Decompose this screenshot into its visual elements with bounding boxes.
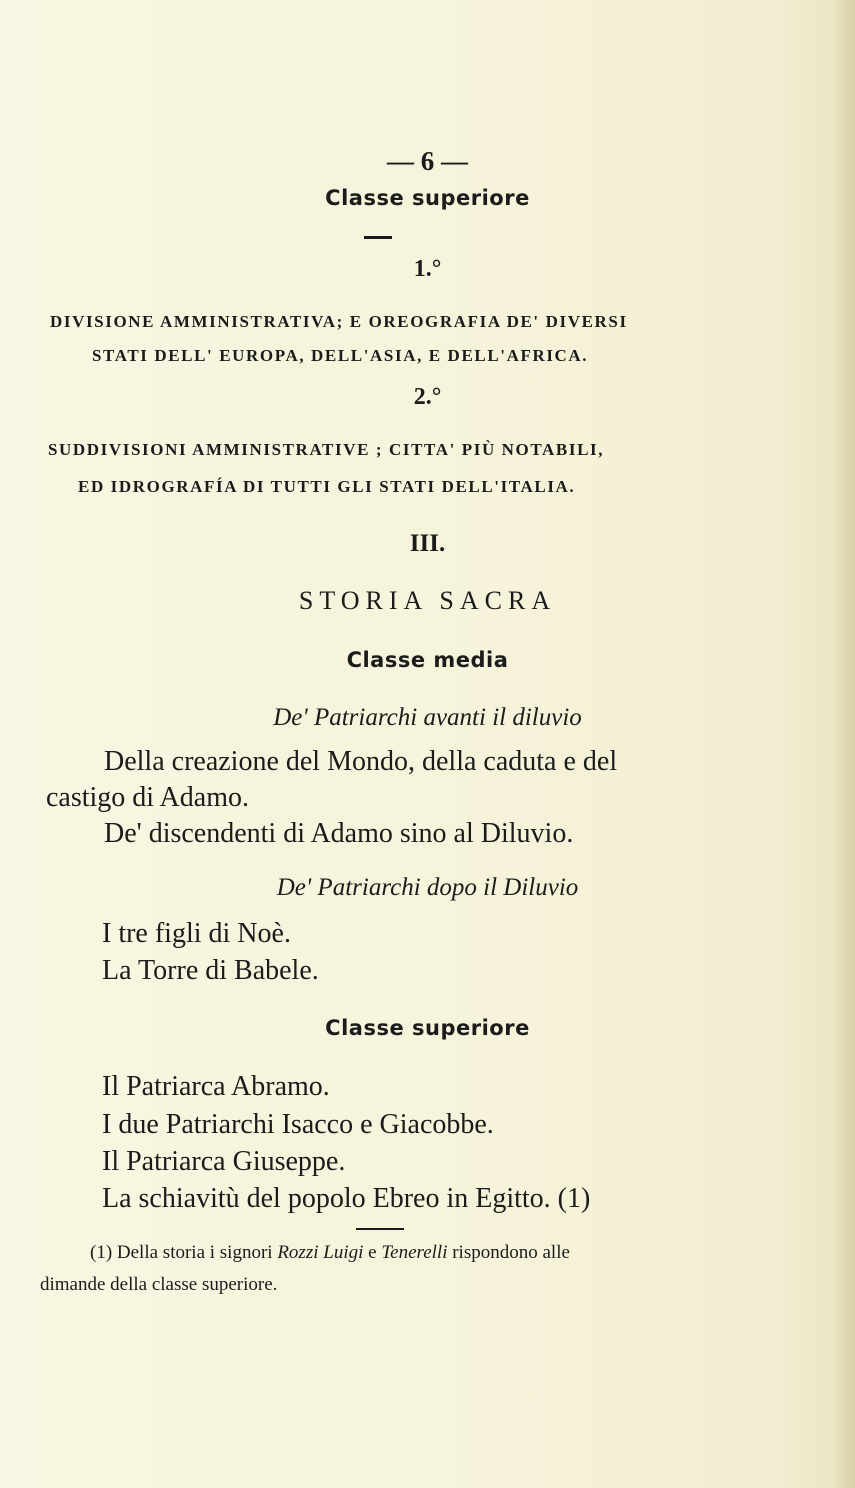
section-1-line-1: DIVISIONE AMMINISTRATIVA; E OREOGRAFIA DE' DIVERSI [50,312,628,331]
part-title: STORIA SACRA [298,586,557,615]
paragraph-creazione-line-2: castigo di Adamo. [46,782,249,813]
footnote-name-2: Tenerelli [381,1242,448,1263]
heading-classe-superiore: Classe superiore [325,1016,530,1040]
footnote-divider [356,1228,404,1230]
section-2-line-2: ED IDROGRAFÍA DI TUTTI GLI STATI DELL'ITALIA. [78,477,576,496]
list-item-torre-babele: La Torre di Babele. [102,955,319,986]
divider-short [364,236,392,239]
section-2-number: 2.° [413,384,442,410]
section-2-line-1: SUDDIVISIONI AMMINISTRATIVE ; CITTA' PIÙ NOTABILI, [48,440,605,459]
part-roman-numeral: III. [409,530,446,557]
list-item-isacco-giacobbe: I due Patriarchi Isacco e Giacobbe. [102,1109,494,1140]
list-item-figli-noe: I tre figli di Noè. [102,918,291,949]
footnote-line-1 [90,1242,570,1264]
section-1-line-2: STATI DELL' EUROPA, DELL'ASIA, E DELL'AFRICA. [92,346,589,365]
list-item-giuseppe: Il Patriarca Giuseppe. [102,1146,346,1177]
footnote-line-2: dimande della classe superiore. [40,1274,278,1295]
subheading-dopo-diluvio: De' Patriarchi dopo il Diluvio [276,874,579,901]
footnote-marker: (1) [90,1242,113,1263]
footnote-conj: e [368,1242,377,1263]
list-item-abramo: Il Patriarca Abramo. [102,1071,330,1102]
list-item-schiavitu: La schiavitù del popolo Ebreo in Egitto. (1) [102,1183,591,1214]
heading-classe-media: Classe media [346,648,509,672]
heading-classe-superiore-top: Classe superiore [325,186,530,210]
footnote-name-1: Rozzi Luigi [277,1242,364,1263]
footnote-text-b: rispondono alle [452,1242,570,1263]
footnote-text-a: Della storia i signori [116,1242,273,1263]
paragraph-creazione-line-1: Della creazione del Mondo, della caduta e del [104,746,618,777]
section-1-number: 1.° [413,256,442,282]
page-edge-shadow [833,0,855,1488]
page-number: — 6 — [387,146,468,176]
subheading-avanti-diluvio: De' Patriarchi avanti il diluvio [273,704,582,731]
paragraph-discendenti: De' discendenti di Adamo sino al Diluvio. [104,818,574,849]
